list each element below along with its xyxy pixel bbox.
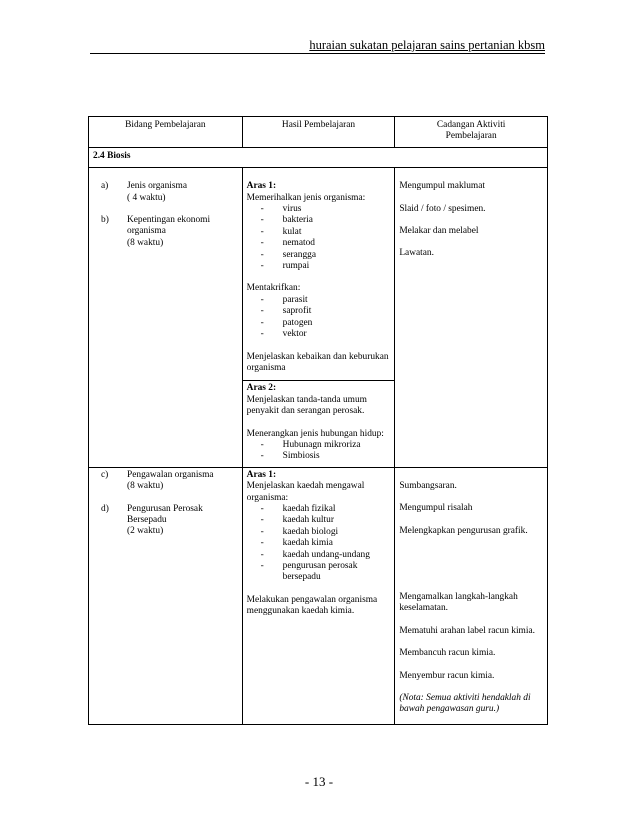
activity-text: Mengumpul risalah	[399, 503, 473, 514]
list-item: patogen	[282, 317, 313, 328]
activity-text: Sumbangsaran.	[399, 480, 457, 491]
list-item: vektor	[282, 329, 307, 340]
outcome-text: Menerangkan jenis hubungan hidup:	[246, 428, 384, 439]
list-item: Simbiosis	[282, 451, 320, 462]
item-line: organisma	[127, 226, 166, 237]
list-item: kaedah kimia	[282, 538, 333, 549]
level-label: Aras 2:	[246, 383, 277, 394]
item-marker: d)	[101, 503, 109, 514]
item-marker: b)	[101, 215, 109, 226]
list-item: virus	[282, 204, 302, 215]
outcome-text: menggunakan kaedah kimia.	[246, 606, 355, 617]
activity-text: Melengkapkan pengurusan grafik.	[399, 525, 528, 536]
table-row	[89, 168, 548, 381]
list-item-continued: bersepadu	[282, 572, 321, 583]
activity-text: Melakar dan melabel	[399, 226, 479, 237]
table-header-row	[89, 117, 548, 148]
list-item: bakteria	[282, 215, 313, 226]
header-rule	[90, 53, 545, 54]
item-line: (2 waktu)	[127, 526, 164, 537]
item-marker: a)	[101, 181, 109, 192]
list-item: kaedah kultur	[282, 515, 334, 526]
activity-text: Mematuhi arahan label racun kimia.	[399, 625, 535, 636]
activity-text: Mengumpul maklumat	[399, 181, 485, 192]
outcome-text: Melakukan pengawalan organisma	[246, 594, 378, 605]
list-item: parasit	[282, 294, 308, 305]
item-line: Pengawalan organisma	[127, 469, 214, 480]
activity-text: Lawatan.	[399, 248, 434, 259]
activity-text: Menyembur racun kimia.	[399, 670, 495, 681]
list-item: kaedah fizikal	[282, 503, 336, 514]
cell-hasil-aras1: Aras 1: Memerihalkan jenis organisma: - virus - bakteria - kulat - nematod - serangga - rumpai Mentakrifkan: - parasit - saprofit - patogen - vektor Menjelaskan kebaikan dan keburukan organisma	[242, 168, 395, 381]
activity-text: Membancuh racun kimia.	[399, 648, 496, 659]
outcome-text: penyakit dan serangan perosak.	[246, 406, 365, 417]
activity-text: Slaid / foto / spesimen.	[399, 203, 486, 214]
cell-bidang	[89, 168, 243, 468]
item-line: ( 4 waktu)	[127, 192, 166, 203]
note-text: (Nota: Semua aktiviti hendaklah di	[399, 693, 531, 703]
activity-text: keselamatan.	[399, 603, 449, 614]
outcome-text: organisma	[246, 362, 286, 373]
list-item: saprofit	[282, 306, 312, 317]
page-number: - 13 -	[304, 774, 334, 789]
list-item: rumpai	[282, 261, 310, 272]
item-line: Kepentingan ekonomi	[127, 215, 211, 226]
page-header: huraian sukatan pelajaran sains pertanian kbsm	[309, 38, 545, 52]
cell-hasil-aras2: Aras 2: Menjelaskan tanda-tanda umum penyakit dan serangan perosak. Menerangkan jenis hubungan hidup: - Hubunagn mikroriza - Simbiosis	[242, 381, 395, 467]
item-line: Jenis organisma	[127, 181, 187, 192]
activity-text: Mengamalkan langkah-langkah	[399, 591, 518, 602]
cell-hasil: Aras 1: Menjelaskan kaedah mengawal organisma: - kaedah fizikal - kaedah kultur - kaedah biologi - kaedah kimia - kaedah undang-undang - pengurusan perosak bersepadu Melakukan pengawalan organisma menggunakan kaedah kimia.	[242, 467, 395, 724]
list-item: kaedah undang-undang	[282, 549, 370, 560]
level-label: Aras 1:	[246, 181, 277, 192]
outcome-text: Menjelaskan kaedah mengawal	[246, 481, 365, 492]
item-line: Bersepadu	[127, 514, 167, 525]
item-line: (8 waktu)	[127, 237, 164, 248]
column-header: Hasil Pembelajaran	[242, 117, 395, 148]
item-marker: c)	[101, 469, 109, 480]
list-item: kulat	[282, 226, 302, 237]
column-header: Bidang Pembelajaran	[89, 117, 243, 148]
cell-aktiviti	[395, 168, 548, 468]
cell-aktiviti	[395, 467, 548, 724]
list-item: nematod	[282, 238, 315, 249]
item-line: (8 waktu)	[127, 481, 164, 492]
outcome-text: Memerihalkan jenis organisma:	[246, 192, 366, 203]
outcome-text: Mentakrifkan:	[246, 283, 301, 294]
note-text: bawah pengawasan guru.)	[399, 704, 500, 715]
level-label: Aras 1:	[246, 469, 277, 480]
outcome-text: Menjelaskan kebaikan dan keburukan	[246, 351, 389, 362]
list-item: Hubunagn mikroriza	[282, 439, 361, 450]
outcome-text: Menjelaskan tanda-tanda umum	[246, 394, 367, 405]
list-item: serangga	[282, 249, 316, 260]
column-header: Cadangan Aktiviti Pembelajaran	[395, 117, 548, 148]
section-title: 2.4 Biosis	[89, 147, 548, 167]
table-row	[89, 467, 548, 724]
syllabus-table	[88, 116, 548, 725]
outcome-text: organisma:	[246, 492, 289, 503]
list-item: kaedah biologi	[282, 526, 339, 537]
section-row	[89, 147, 548, 167]
cell-bidang	[89, 467, 243, 724]
list-item: pengurusan perosak	[282, 561, 358, 571]
item-line: Pengurusan Perosak	[127, 503, 203, 514]
